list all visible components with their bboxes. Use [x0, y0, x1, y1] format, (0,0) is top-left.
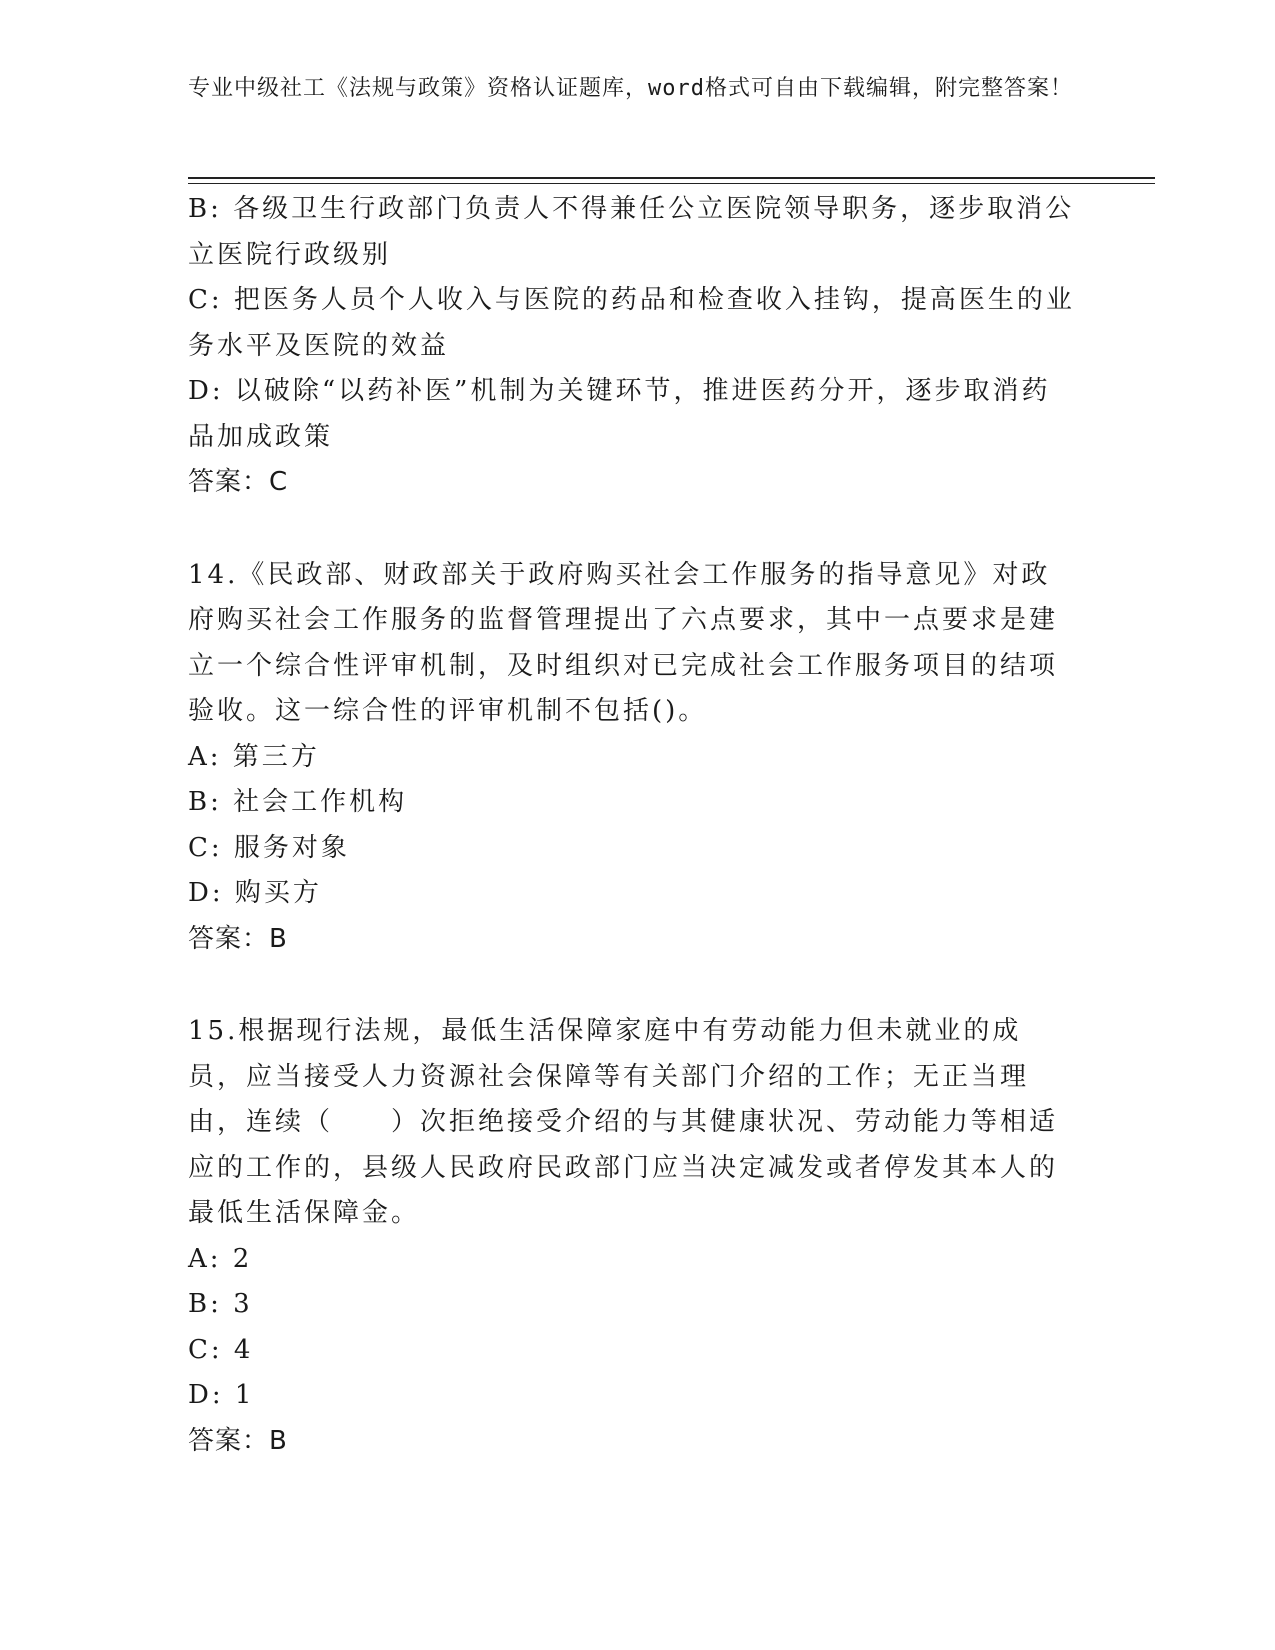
answer-line: 答案：B [188, 1425, 288, 1456]
question-spacer [188, 962, 1078, 1009]
option-b: B: 社会工作机构 [188, 787, 408, 817]
answer-line: 答案：C [188, 467, 289, 497]
question-13-continued [188, 187, 1078, 506]
question-14 [188, 553, 1078, 963]
question-15 [188, 1009, 1078, 1464]
option-d: D: 以破除“以药补医”机制为关键环节，推进医药分开，逐步取消药品加成政策 [188, 376, 1051, 452]
answer-line: 答案：B [188, 923, 288, 954]
question-content [188, 187, 1078, 1464]
question-spacer [188, 506, 1078, 553]
option-b: B: 各级卫生行政部门负责人不得兼任公立医院领导职务，逐步取消公立医院行政级别 [188, 194, 1075, 270]
header-divider-thick [188, 177, 1155, 179]
option-d: D: 购买方 [188, 878, 322, 908]
document-header: 专业中级社工《法规与政策》资格认证题库，word格式可自由下载编辑，附完整答案！ [188, 76, 1073, 101]
option-c: C: 4 [188, 1334, 254, 1365]
option-c: C: 服务对象 [188, 832, 350, 863]
option-a: A: 2 [188, 1243, 253, 1274]
option-d: D: 1 [188, 1380, 255, 1410]
option-a: A: 第三方 [188, 741, 320, 772]
question-stem: 14.《民政部、财政部关于政府购买社会工作服务的指导意见》对政府购买社会工作服务的监督管理提出了六点要求，其中一点要求是建立一个综合性评审机制，及时组织对已完成社会工作服务项目的结项验收。这一综合性的评审机制不包括()。 [188, 559, 1059, 726]
option-c: C: 把医务人员个人收入与医院的药品和检查收入挂钩，提高医生的业务水平及医院的效益 [188, 285, 1075, 361]
question-stem: 15.根据现行法规，最低生活保障家庭中有劳动能力但未就业的成员，应当接受人力资源社会保障等有关部门介绍的工作；无正当理由，连续（ ）次拒绝接受介绍的与其健康状况、劳动能力等相适应的工作的，县级人民政府民政部门应当决定减发或者停发其本人的最低生活保障金。 [188, 1016, 1059, 1228]
header-divider-thin [188, 183, 1155, 184]
option-b: B: 3 [188, 1289, 253, 1319]
